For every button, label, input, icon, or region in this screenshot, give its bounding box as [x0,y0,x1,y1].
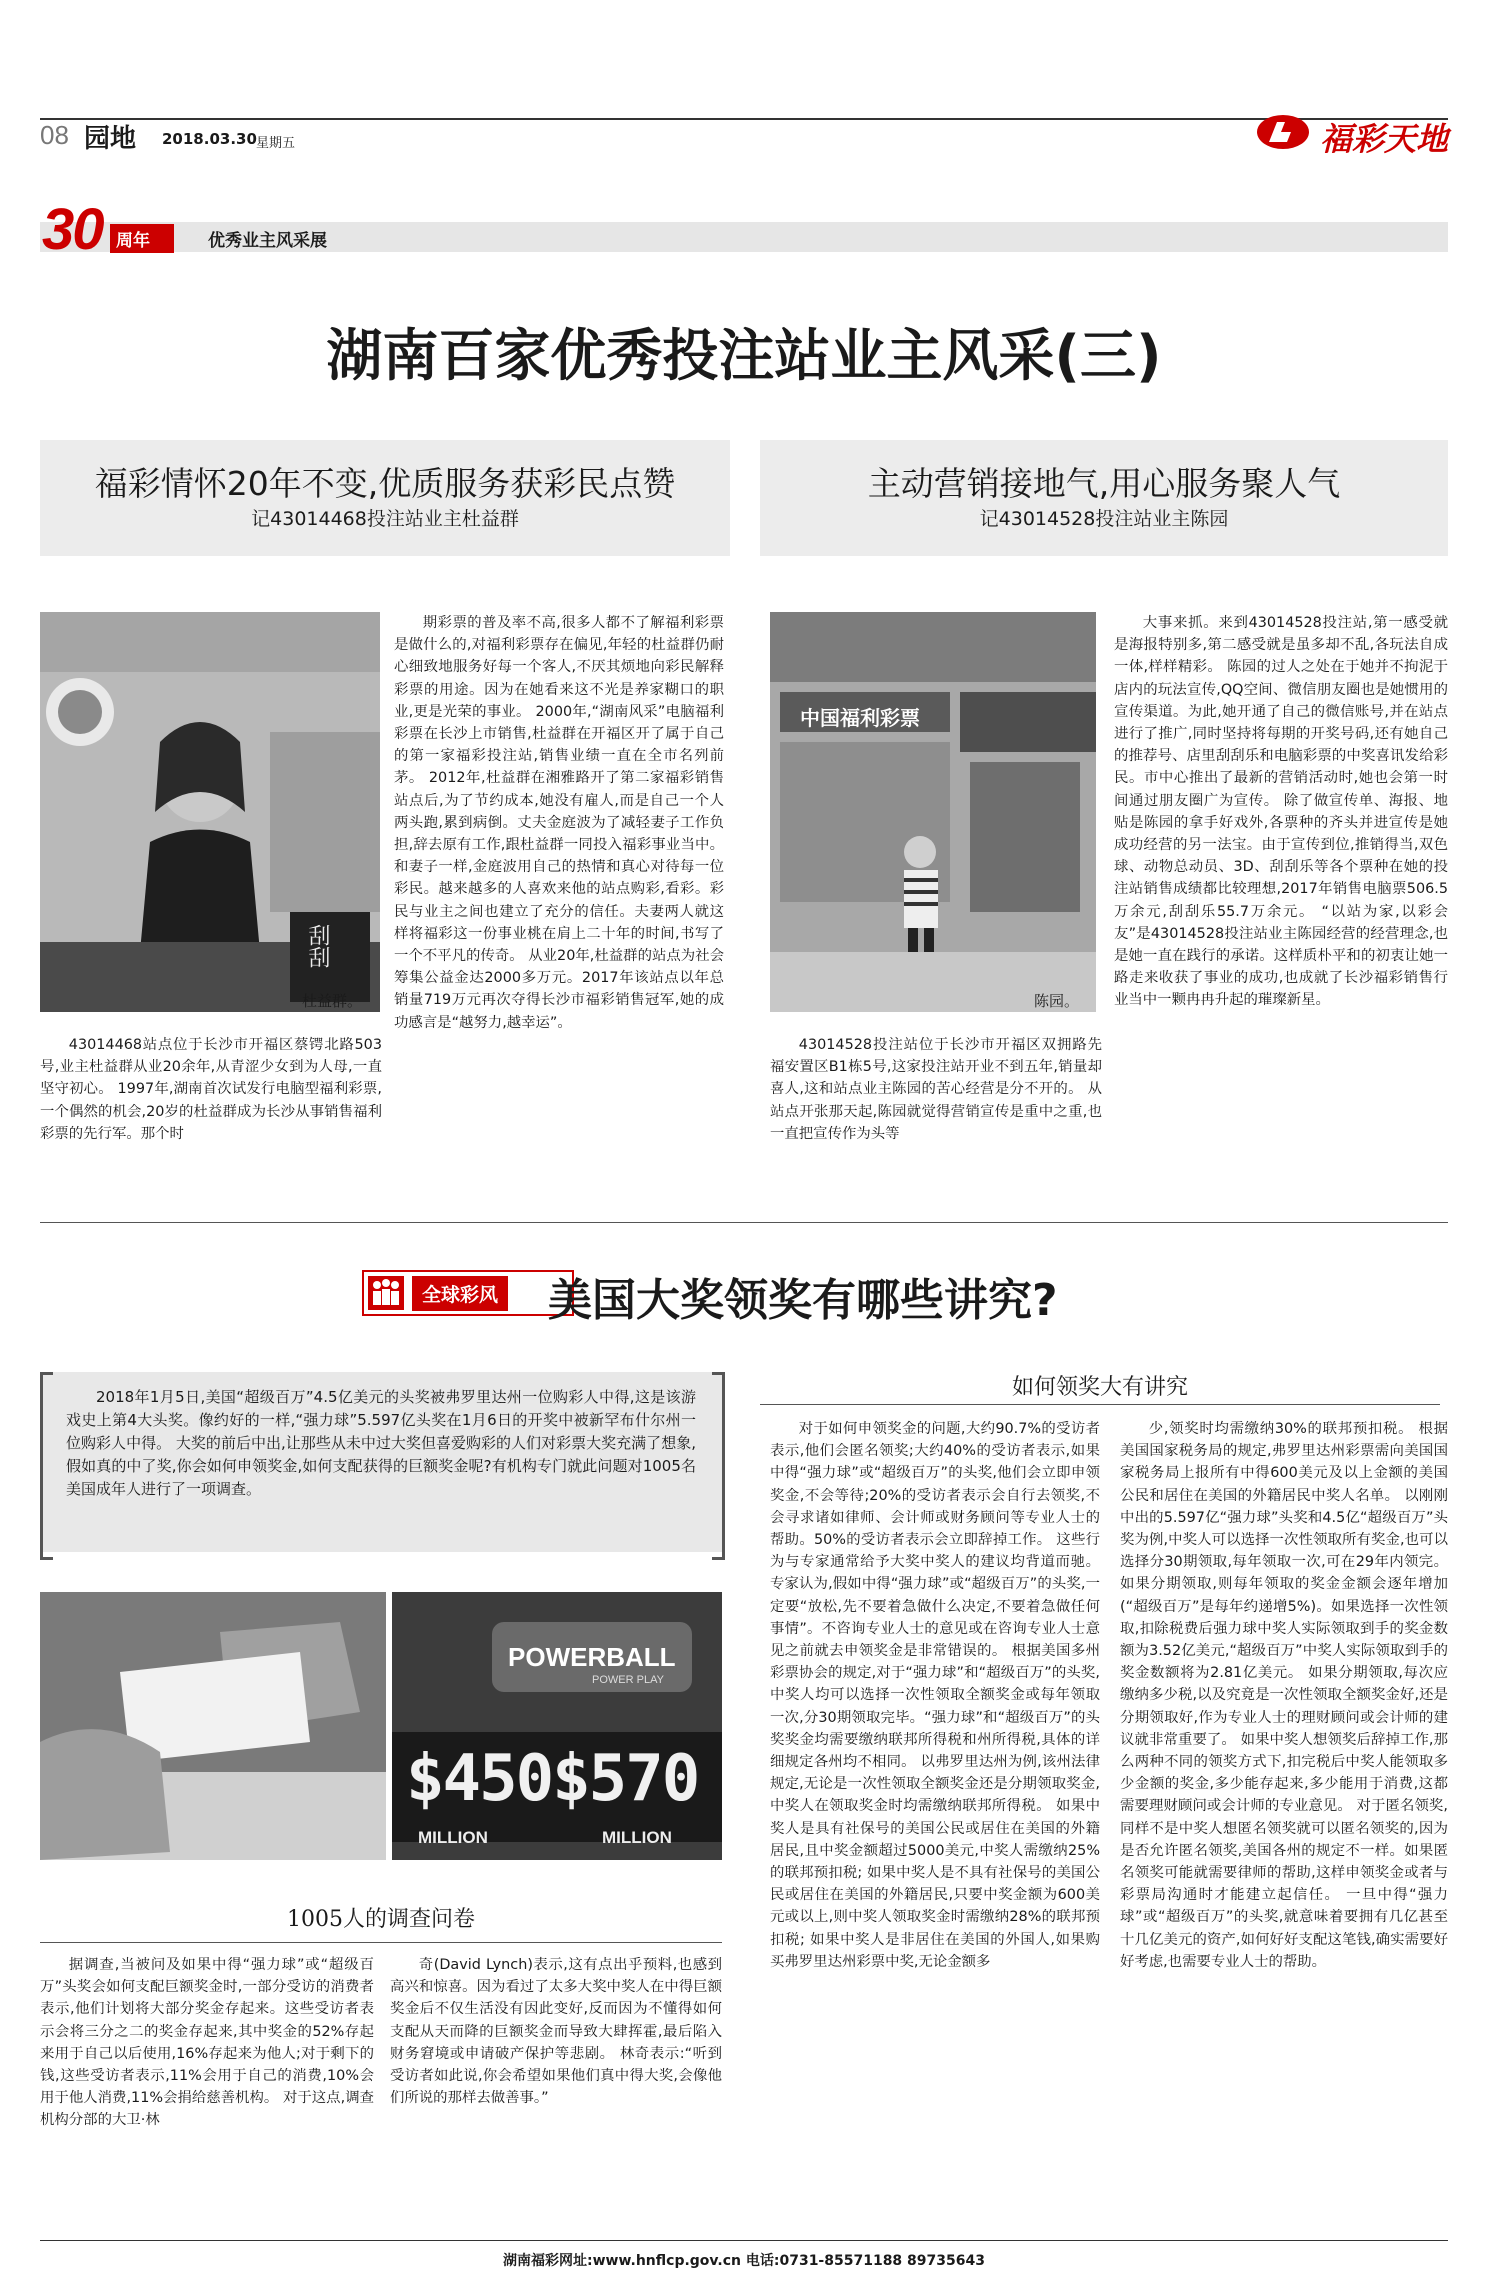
story1-caption: 杜益群。 [302,992,363,1010]
issue-date: 2018.03.30 [162,130,257,148]
claim-column2: 少,领奖时均需缴纳30%的联邦预扣税。 根据美国国家税务局的规定,弗罗里达州彩票需向美国国家税务局上报所有中得600美元及以上金额的美国公民和居住在美国的外籍居民中奖人名单。 以刚刚中出的5.597亿“强力球”头奖和4.5亿“超级百万”头奖为例,中奖人可以选择一次性领取所有奖金,也可以选择分30期领取,每年领取一次,可在29年内领完。 如果分期领取,则每年领取的奖金金额会逐年增加(“超级百万”是每年约递增5%)。如果选择一次性领取,扣除税费后强力球中奖人实际领取到手的奖金数额为3.52亿美元,“超级百万”中奖人实际领取到手的奖金数额将为2.81亿美元。 如果分期领取,每次应缴纳多少税,以及究竟是一次性领取全额奖金好,还是分期领取好,作为专业人士的理财顾问或会计师的建议就非常重要了。 如果中奖人想领奖后辞掉工作,那么两种不同的领奖方式下,扣完税后中奖人能领取多少金额的奖金,多少能存起来,多少能用于消费,这都需要理财顾问或会计师的专业意见。 对于匿名领奖,同样不是中奖人想匿名领奖就可以匿名领奖的,因为是否允许匿名领奖,美国各州的规定不一样。如果匿名领奖可能就需要律师的帮助,这样申领奖金或者与彩票局沟通时才能建立起信任。 一旦中得“强力球”或“超级百万”的头奖,就意味着要拥有几亿甚至十几亿美元的资产,如何好好支配这笔钱,确实需要好好考虑,也需要专业人士的帮助。 [1120,1421,1448,1970]
series-tag: 优秀业主风采展 [208,231,327,251]
survey-rule [40,1942,722,1943]
claim-heading: 如何领奖大有讲究 [1011,1375,1188,1400]
story2-column2: 大事来抓。来到43014528投注站,第一感受就是海报特别多,第二感受就是虽多却不乱,各玩法自成一体,样样精彩。 陈园的过人之处在于她并不拘泥于店内的玩法宣传,QQ空间、微信朋友圈也是她惯用的宣传渠道。为此,她开通了自己的微信账号,并在站点进行了推广,同时坚持将每期的开奖号码,还有她自己的推荐号、店里刮刮乐和电脑彩票的中奖喜讯发给彩民。市中心推出了最新的营销活动时,她也会第一时间通过朋友圈广为宣传。 除了做宣传单、海报、地贴是陈园的拿手好戏外,各票种的齐头并进宣传是她成功经营的另一法宝。由于宣传到位,推销得当,双色球、动物总动员、3D、刮刮乐等各个票种在她的投注站销售成绩都比较理想,2017年销售电脑票506.5万余元,刮刮乐55.7万余元。 “以站为家,以彩会友”是43014528投注站业主陈园经营的经营理念,也是她一直在践行的承诺。这样质朴平和的初衷让她一路走来收获了事业的成功,也成就了长沙福彩销售行业当中一颗冉冉升起的璀璨新星。 [1114,615,1448,1009]
story2-title: 主动营销接地气,用心服务聚人气 [867,464,1341,503]
story2-banner [760,440,1448,556]
million-label-2: MILLION [602,1828,672,1847]
powerball-label: POWERBALL [508,1642,676,1672]
claim-column1: 对于如何申领奖金的问题,大约90.7%的受访者表示,他们会匿名领奖;大约40%的受访者表示,如果中得“强力球”或“超级百万”的头奖,他们会立即申领奖金,不会等待;20%的受访者表示会自行去领奖,不会寻求诸如律师、会计师或财务顾问等专业人士的帮助。50%的受访者表示会立即辞掉工作。 这些行为与专家通常给予大奖中奖人的建议均背道而驰。专家认为,假如中得“强力球”或“超级百万”的头奖,一定要“放松,先不要着急做什么决定,不要着急做任何事情”。不咨询专业人士的意见或在咨询专业人士意见之前就去申领奖金是非常错误的。 根据美国多州彩票协会的规定,对于“强力球”和“超级百万”的头奖,中奖人均可以选择一次性领取全额奖金或每年领取一次,分30期领取完毕。“强力球”和“超级百万”的头奖奖金均需要缴纳联邦所得税和州所得税,具体的详细规定各州均不相同。 以弗罗里达州为例,该州法律规定,无论是一次性领取全额奖金还是分期领取奖金,中奖人在领取奖金时均需缴纳联邦所得税。 如果中奖人是具有社保号的美国公民或居住在美国的外籍居民,且中奖金额超过5000美元,中奖人需缴纳25%的联邦预扣税; 如果中奖人是不具有社保号的美国公民或居住在美国的外籍居民,只要中奖金额为600美元或以上,则中奖人领取奖金时需缴纳28%的联邦预扣税; 如果中奖人是非居住在美国的外国人,如果购买弗罗里达州彩票中奖,无论金额多 [770,1421,1100,1970]
story2-photo-art [770,612,1096,1012]
powerball-photo-art [392,1592,722,1860]
footer-rule [40,2240,1448,2241]
story2-byline: 记43014528投注站业主陈园 [979,508,1229,530]
survey-column2: 奇(David Lynch)表示,这有点出乎预料,也感到高兴和惊喜。因为看过了太多大奖中奖人在中得巨额奖金后不仅生活没有因此变好,反而因为不懂得如何支配从天而降的巨额奖金而导致大肆挥霍,最后陷入财务窘境或申请破产保护等悲剧。 林奇表示:“听到受访者如此说,你会希望如果他们真中得大奖,会像他们所说的那样去做善事。” [390,1957,722,2107]
story1-title: 福彩情怀20年不变,优质服务获彩民点赞 [94,464,676,503]
story1-banner [40,440,730,556]
intro-text: 2018年1月5日,美国“超级百万”4.5亿美元的头奖被弗罗里达州一位购彩人中得,这是该游戏史上第4大头奖。像约好的一样,“强力球”5.597亿头奖在1月6日的开奖中被新罕布什尔州一位购彩人中得。 大奖的前后中出,让那些从未中过大奖但喜爱购彩的人们对彩票大奖充满了想象,假如真的中了奖,你会如何申领奖金,如何支配获得的巨额奖金呢?有机构专门就此问题对1005名美国成年人进行了一项调查。 [66,1388,696,1498]
global-lottery-label: 全球彩风 [412,1276,508,1311]
people-icon [368,1276,404,1310]
header-rule [40,118,1448,126]
powerplay-label: POWER PLAY [592,1674,664,1686]
global-lottery-tag [362,1270,574,1316]
section-name: 园地 [84,124,137,154]
intro-bracket-right [712,1372,725,1560]
story2-caption: 陈园。 [1034,992,1080,1010]
story2-photo-sign: 中国福利彩票 [800,706,920,730]
page-title: 湖南百家优秀投注站业主风采(三) [326,324,1162,389]
brand-name: 福彩天地 [1320,120,1449,158]
million-label: MILLION [418,1828,488,1847]
issue-weekday: 星期五 [256,136,296,151]
intro-bracket-left [40,1372,53,1560]
powerball-photo [392,1592,722,1860]
story1-photo-sign: 刮刮 [305,924,330,968]
brand-logo-icon [1255,112,1311,152]
survey-heading: 1005人的调查问卷 [287,1907,475,1932]
survey-column1: 据调查,当被问及如果中得“强力球”或“超级百万”头奖会如何支配巨额奖金时,一部分受访的消费者表示,他们计划将大部分奖金存起来。这些受访者表示会将三分之二的奖金存起来,其中奖金的52%存起来用于自己以后使用,16%存起来为他人;对于剩下的钱,这些受访者表示,11%会用于自己的消费,10%会用于他人消费,11%会捐给慈善机构。 对于这点,调查机构分部的大卫·林 [40,1957,374,2129]
section2-title: 美国大奖领奖有哪些讲究? [548,1275,1058,1326]
story2-photo [770,612,1096,1012]
story1-photo [40,612,380,1012]
anniversary-label: 周年 [110,224,174,253]
anniversary-number: 30 [42,197,103,262]
claim-rule [760,1404,1440,1405]
ticket-photo [40,1592,386,1860]
story1-byline: 记43014468投注站业主杜益群 [251,508,519,530]
story1-column1: 43014468站点位于长沙市开福区蔡锷北路503号,业主杜益群从业20余年,从青涩少女到为人母,一直坚守初心。 1997年,湖南首次试发行电脑型福利彩票,一个偶然的机会,20岁的杜益群成为长沙从事销售福利彩票的先行军。那个时 [40,1037,382,1142]
footer-contact: 湖南福彩网址:www.hnflcp.gov.cn 电话:0731-85571188 89735643 [503,2253,985,2269]
ticket-photo-art [40,1592,386,1860]
story1-column2: 期彩票的普及率不高,很多人都不了解福利彩票是做什么的,对福利彩票存在偏见,年轻的杜益群仍耐心细致地服务好每一个客人,不厌其烦地向彩民解释彩票的用途。因为在她看来这不光是养家糊口的职业,更是光荣的事业。 2000年,“湖南风采”电脑福利彩票在长沙上市销售,杜益群在开福区开了属于自己的第一家福彩投注站,销售业绩一直在全市名列前茅。 2012年,杜益群在湘雅路开了第二家福彩销售站点后,为了节约成本,她没有雇人,而是自己一个人两头跑,累到病倒。丈夫金庭波为了减轻妻子工作负担,辞去原有工作,跟杜益群一同投入福彩事业当中。和妻子一样,金庭波用自己的热情和真心对待每一位彩民。越来越多的人喜欢来他的站点购彩,看彩。彩民与业主之间也建立了充分的信任。夫妻两人就这样将福彩这一份事业桃在肩上二十年的时间,书写了一个不平凡的传奇。 从业20年,杜益群的站点为社会筹集公益金达2000多万元。2017年该站点以年总销量719万元再次夺得长沙市福彩销售冠军,她的成功感言是“越努力,越幸运”。 [394,615,724,1031]
page-number: 08 [40,120,69,150]
section-divider [40,1222,1448,1223]
jackpot-digits: $450$570 [406,1742,699,1816]
story2-column1: 43014528投注站位于长沙市开福区双拥路先福安置区B1栋5号,这家投注站开业不到五年,销量却喜人,这和站点业主陈园的苦心经营是分不开的。 从站点开张那天起,陈园就觉得营销宣传是重中之重,也一直把宣传作为头等 [770,1037,1102,1142]
